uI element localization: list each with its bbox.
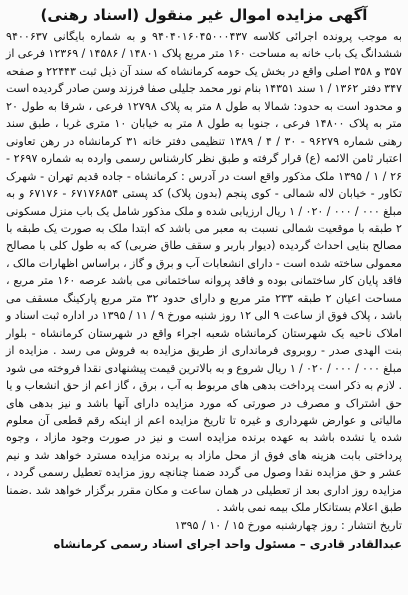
signatory-line: عبدالقادر قادری – مسئول واحد اجرای اسناد رسمی کرمانشاه: [53, 536, 402, 551]
publication-date: تاریخ انتشار : روز چهارشنبه مورخ ۱۵ / ۱۰ / ۱۳۹۵: [174, 518, 402, 532]
notice-title: آگهی مزایده اموال غیر منقول (اسناد رهنی): [40, 6, 368, 24]
notice-body: به موجب پرونده اجرائی کلاسه ۹۴۰۴۰۱۶۰۴۵۰۰۰۴۳۷ و به شماره بایگانی ۹۴۰۰۶۳۷ ششدانگ یک باب خانه به مساحت ۱۶۰ متر مربع پلاک ۱۴۸۰۱ / ۱۴۵۸۶ / ۱۲۳۶۹ فرعی از ۳۵۷ و ۳۵۸ اصلی واقع در بخش یک حومه کرمانشاه که سند آن ذیل ثبت ۲۲۴۴۳ و صفحه ۳۴۷ دفتر ۱۳۶۲ / ۱ سند ۱۴۳۵۱ بنام نور محمد جلیلی صفا فرزند وسن صادر گردیده است و محدود است به حدود: شمالا به طول ۸ متر به پلاک ۱۲۷۹۸ فرعی ، شرقا به طول ۲۰ متر به پلاک ۱۴۸۰۰ فرعی ، جنوبا به طول ۸ متر به خیابان ۱۰ متری غربا ، طبق سند رهنی شماره ۹۶۲۷۹ - ۳۰ / ۴ / ۱۳۸۹ تنظیمی دفتر خانه ۳۱ کرمانشاه در رهن تعاونی اعتبار ثامن الائمه (ع) قرار گرفته و طبق نظر کارشناس رسمی وارده به شماره ۲۶۹۷ - ۲۶ / ۱ / ۱۳۹۵ ملک مذکور واقع است در آدرس : کرمانشاه - جاده قدیم تهران - شهرک تکاور - خیابان لاله شمالی - کوی پنجم (بدون پلاک) کد پستی ۶۷۱۷۶۸۵۴ - ۶۷۱۷۶ و به مبلغ ۰۰۰ / ۰۰۰ / ۰۲۰ / ۱ ریال ارزیابی شده و ملک مذکور شامل یک باب منزل مسکونی ۲ طبقه با موقعیت شمالی نسبت به معبر می باشد که ابتدا ملک به صورت یک طبقه با مصالح بنایی احداث گردیده (دیوار باربر و سقف طاق ضربی) که به طول کلی با مصالح معمولی ساخته شده است - دارای انشعابات آب و برق و گاز ، براساس اظهارات مالک ، فاقد پایان کار ساختمانی بوده و فاقد پروانه ساختمانی می باشد عرصه ۱۶۰ متر مربع ، مساحت اعیان ۲ طبقه ۲۳۳ متر مربع و دارای حدود ۳۲ متر مربع پارکینگ مسقف می باشد ، پلاک فوق از ساعت ۹ الی ۱۲ روز شنبه مورخ ۹ / ۱۱ / ۱۳۹۵ در اداره ثبت اسناد و املاک ناحیه یک شهرستان کرمانشاه شعبه اجراء واقع در شهرستان کرمانشاه - بلوار بنت الهدی صدر - روبروی فرمانداری از طریق مزایده به فروش می رسد . مزایده از مبلغ ۰۰۰ / ۰۰۰ / ۰۲۰ / ۱ ریال شروع و به بالاترین قیمت پیشنهادی نقدا فروخته می شود . لازم به ذکر است پرداخت بدهی های مربوط به آب ، برق ، گاز اعم از حق انشعاب و یا حق اشتراک و مصرف در صورتی که مورد مزایده دارای آنها باشد و نیز بدهی های مالیاتی و عوارض شهرداری و غیره تا تاریخ مزایده اعم از اینکه رقم قطعی آن معلوم شده یا نشده باشد به عهده برنده مزایده است و نیز در صورت وجود مازاد ، وجوه پرداختی بابت هزینه های فوق از محل مازاد به برنده مزایده مسترد خواهد شد و نیم عشر و حق مزایده نقدا وصول می گردد ضمنا چنانچه روز مزایده تعطیل رسمی گردد ، مزایده روز اداری بعد از تعطیلی در همان ساعت و مکان مقرر برگزار خواهد شد .ضمنا طبق اعلام بستانکار ملک بیمه نمی باشد .: [6, 30, 403, 515]
